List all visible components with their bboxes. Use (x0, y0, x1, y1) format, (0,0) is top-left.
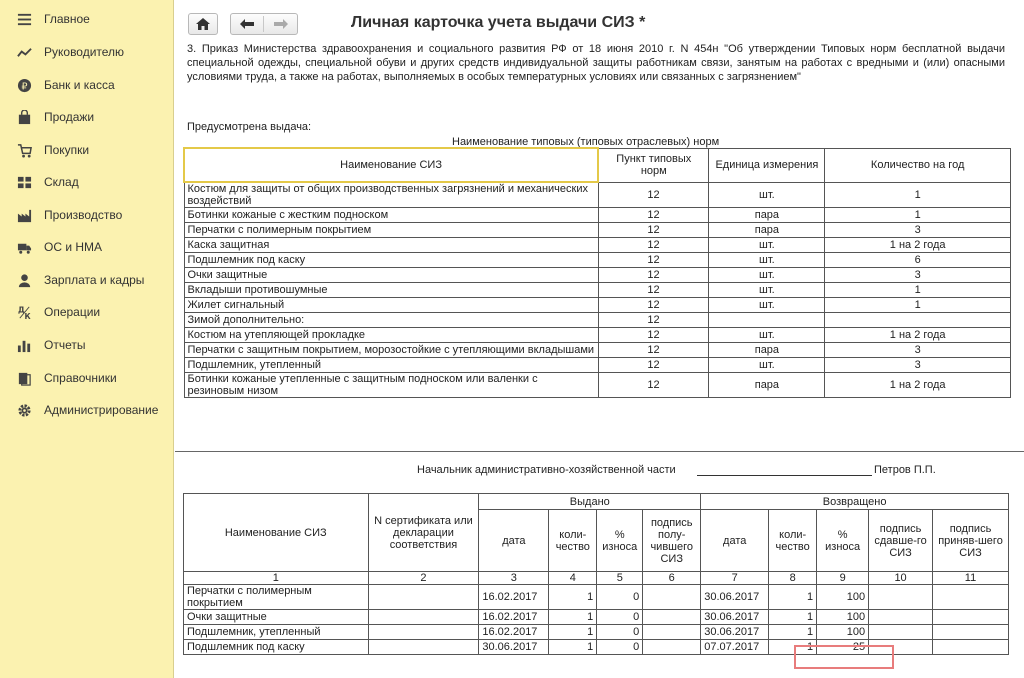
debit-credit-icon (16, 304, 32, 320)
column-number: 2 (368, 572, 479, 585)
sidebar-item-production[interactable] (0, 204, 174, 226)
chief-name: Петров П.П. (874, 464, 936, 476)
menu-lines-icon (16, 11, 32, 27)
table-row[interactable] (184, 223, 1011, 238)
cell-issued-wear[interactable]: 0 (597, 625, 643, 640)
header-issued: Выдано (479, 494, 701, 510)
header-qty-year[interactable]: Количество на год (825, 148, 1011, 182)
cell-qty-year[interactable]: 1 (825, 208, 1011, 223)
cell-qty-year[interactable]: 1 на 2 года (825, 328, 1011, 343)
cell-siz-name[interactable]: Каска защитная (184, 238, 598, 253)
column-number: 1 (184, 572, 369, 585)
header-returned-wear: % износа (817, 510, 869, 572)
table-row[interactable] (184, 283, 1011, 298)
cell-issued-qty[interactable]: 1 (549, 640, 597, 655)
arrow-left-icon (240, 19, 254, 29)
header-returned-date: дата (701, 510, 769, 572)
svg-text:К: К (24, 311, 31, 320)
cell-siz-name[interactable]: Костюм на утепляющей прокладке (184, 328, 598, 343)
cell-norm-point[interactable]: 12 (598, 373, 709, 398)
order-text: 3. Приказ Министерства здравоохранения и социального развития РФ от 18 июня 2010 г. N 454н "Об утверждении Типовых норм бесплатной выдачи специальной одежды, специальной обуви и других средств индивидуальной защиты работникам связи, занятым на работах с вредными и (или) опасными условиями труда, а также на работах, выполняемых в особых температурных условиях или связанных с загрязнением" (187, 43, 1005, 83)
cell-siz-name[interactable]: Костюм для защиты от общих производственных загрязнений и механических воздействий (184, 182, 598, 208)
gear-icon (16, 402, 32, 418)
cell-issued-qty[interactable]: 1 (549, 585, 597, 610)
books-icon (16, 370, 32, 386)
cell-sign-giver[interactable] (869, 625, 933, 640)
sidebar-item-bank[interactable] (0, 74, 174, 96)
header-returned-qty: коли-чество (769, 510, 817, 572)
svg-text:₽: ₽ (21, 80, 27, 92)
sidebar-item-label: Администрирование (44, 403, 159, 417)
header-norm-point[interactable]: Пункт типовых норм (598, 148, 709, 182)
column-number: 8 (769, 572, 817, 585)
cell-unit[interactable]: шт. (709, 358, 825, 373)
cell-sign-taker[interactable] (933, 640, 1009, 655)
cell-returned-qty[interactable]: 1 (769, 625, 817, 640)
sidebar-item-label: Руководителю (44, 45, 125, 59)
issue-table (183, 493, 1009, 655)
column-number: 6 (643, 572, 701, 585)
cell-name[interactable]: Подшлемник под каску (184, 640, 369, 655)
cell-sign-received[interactable] (643, 625, 701, 640)
cell-returned-qty[interactable]: 1 (769, 640, 817, 655)
header-issued-date: дата (479, 510, 549, 572)
cell-unit[interactable]: пара (709, 208, 825, 223)
sidebar-item-reports[interactable] (0, 334, 174, 356)
cell-issued-wear[interactable]: 0 (597, 610, 643, 625)
cell-norm-point[interactable]: 12 (598, 238, 709, 253)
sidebar-item-label: ОС и НМА (44, 240, 103, 254)
provided-label: Предусмотрена выдача: (187, 121, 312, 133)
table-row[interactable] (184, 585, 1009, 610)
cell-qty-year[interactable] (825, 313, 1011, 328)
cell-sign-giver[interactable] (869, 585, 933, 610)
cell-sign-giver[interactable] (869, 610, 933, 625)
table-row[interactable] (184, 253, 1011, 268)
cell-siz-name[interactable]: Очки защитные (184, 268, 598, 283)
cell-siz-name[interactable]: Перчатки с полимерным покрытием (184, 223, 598, 238)
sidebar-item-label: Продажи (44, 110, 95, 124)
sidebar-item-main[interactable] (0, 8, 174, 30)
nav-buttons (230, 13, 298, 35)
cell-issued-date[interactable]: 16.02.2017 (479, 610, 549, 625)
forward-button[interactable] (265, 19, 297, 29)
cell-unit[interactable]: шт. (709, 283, 825, 298)
column-number: 4 (549, 572, 597, 585)
sidebar-item-purchases[interactable] (0, 139, 174, 161)
home-icon (196, 18, 210, 30)
cell-returned-date[interactable]: 07.07.2017 (701, 640, 769, 655)
sidebar-item-warehouse[interactable] (0, 171, 174, 193)
sidebar-item-salary[interactable] (0, 269, 174, 291)
header-issued-qty: коли-чество (549, 510, 597, 572)
cell-qty-year[interactable]: 3 (825, 223, 1011, 238)
cell-returned-qty[interactable]: 1 (769, 585, 817, 610)
table-row[interactable] (184, 208, 1011, 223)
cell-name[interactable]: Перчатки с полимерным покрытием (184, 585, 369, 610)
table-row[interactable] (184, 343, 1011, 358)
cell-norm-point[interactable]: 12 (598, 223, 709, 238)
cell-siz-name[interactable]: Подшлемник под каску (184, 253, 598, 268)
cell-qty-year[interactable]: 1 на 2 года (825, 373, 1011, 398)
svg-text:Д: Д (17, 305, 25, 314)
table-row[interactable] (184, 298, 1011, 313)
section-divider (175, 451, 1024, 452)
cell-qty-year[interactable]: 3 (825, 343, 1011, 358)
cell-norm-point[interactable]: 12 (598, 313, 709, 328)
cell-norm-point[interactable]: 12 (598, 343, 709, 358)
header-unit[interactable]: Единица измерения (709, 148, 825, 182)
shopping-cart-icon (16, 142, 32, 158)
table-row[interactable] (184, 238, 1011, 253)
arrow-right-icon (274, 19, 288, 29)
cell-issued-wear[interactable]: 0 (597, 585, 643, 610)
cell-norm-point[interactable]: 12 (598, 208, 709, 223)
table-row[interactable] (184, 610, 1009, 625)
sidebar-item-assets[interactable] (0, 236, 174, 258)
header-sign-giver: подпись сдавше-го СИЗ (869, 510, 933, 572)
cell-unit[interactable]: пара (709, 343, 825, 358)
cell-qty-year[interactable]: 3 (825, 358, 1011, 373)
cell-siz-name[interactable]: Зимой дополнительно: (184, 313, 598, 328)
cell-returned-date[interactable]: 30.06.2017 (701, 585, 769, 610)
cell-issued-date[interactable]: 16.02.2017 (479, 625, 549, 640)
cell-siz-name[interactable]: Перчатки с защитным покрытием, морозостойкие с утепляющими вкладышами (184, 343, 598, 358)
sidebar-item-label: Операции (44, 305, 101, 319)
truck-icon (16, 239, 32, 255)
back-button[interactable] (231, 19, 263, 29)
cell-returned-qty[interactable]: 1 (769, 610, 817, 625)
cell-qty-year[interactable]: 1 (825, 298, 1011, 313)
column-number: 10 (869, 572, 933, 585)
sidebar-item-operations[interactable] (0, 301, 174, 323)
table-row[interactable] (184, 328, 1011, 343)
cell-returned-wear[interactable]: 25 (817, 640, 869, 655)
cell-norm-point[interactable]: 12 (598, 182, 709, 208)
cell-unit[interactable]: пара (709, 223, 825, 238)
column-number: 3 (479, 572, 549, 585)
header-cert: N сертификата или декларации соответствия (368, 494, 479, 572)
sidebar-item-label: Производство (44, 208, 123, 222)
table-row[interactable] (184, 268, 1011, 283)
page-title: Личная карточка учета выдачи СИЗ * (351, 14, 646, 31)
cell-unit[interactable]: шт. (709, 298, 825, 313)
sidebar-item-label: Банк и касса (44, 78, 115, 92)
cell-issued-qty[interactable]: 1 (549, 625, 597, 640)
cell-sign-taker[interactable] (933, 625, 1009, 640)
sidebar-item-manager[interactable] (0, 41, 174, 63)
cell-cert[interactable] (368, 640, 479, 655)
header-sign-taker: подпись приняв-шего СИЗ (933, 510, 1009, 572)
cell-returned-date[interactable]: 30.06.2017 (701, 610, 769, 625)
cell-unit[interactable]: шт. (709, 268, 825, 283)
column-number: 11 (933, 572, 1009, 585)
cell-name[interactable]: Подшлемник, утепленный (184, 625, 369, 640)
table-row[interactable] (184, 313, 1011, 328)
cell-siz-name[interactable]: Вкладыши противошумные (184, 283, 598, 298)
highlight-box (794, 645, 894, 669)
cell-norm-point[interactable]: 12 (598, 358, 709, 373)
trend-chart-icon (16, 44, 32, 60)
header-issued-wear: % износа (597, 510, 643, 572)
cell-returned-wear[interactable]: 100 (817, 610, 869, 625)
cell-unit[interactable]: шт. (709, 253, 825, 268)
sidebar-item-admin[interactable] (0, 399, 174, 421)
norms-table (183, 147, 1011, 398)
sidebar-item-references[interactable] (0, 367, 174, 389)
table-row[interactable] (184, 182, 1011, 208)
sidebar-item-label: Склад (44, 175, 79, 189)
cell-norm-point[interactable]: 12 (598, 328, 709, 343)
cell-cert[interactable] (368, 585, 479, 610)
cell-sign-received[interactable] (643, 585, 701, 610)
table-row[interactable] (184, 358, 1011, 373)
main-content (175, 0, 1024, 678)
cell-sign-taker[interactable] (933, 610, 1009, 625)
column-number-row (184, 572, 1009, 585)
cell-issued-date[interactable]: 16.02.2017 (479, 585, 549, 610)
cell-returned-wear[interactable]: 100 (817, 585, 869, 610)
sidebar (0, 0, 174, 678)
table-row[interactable] (184, 625, 1009, 640)
sidebar-item-sales[interactable] (0, 106, 174, 128)
sidebar-item-label: Отчеты (44, 338, 86, 352)
column-number: 7 (701, 572, 769, 585)
sidebar-item-label: Зарплата и кадры (44, 273, 145, 287)
cell-qty-year[interactable]: 6 (825, 253, 1011, 268)
header-name: Наименование СИЗ (184, 494, 369, 572)
cell-norm-point[interactable]: 12 (598, 298, 709, 313)
header-siz-name[interactable]: Наименование СИЗ (184, 148, 598, 182)
cell-qty-year[interactable]: 1 (825, 283, 1011, 298)
cell-issued-qty[interactable]: 1 (549, 610, 597, 625)
ruble-coin-icon (16, 77, 32, 93)
factory-icon (16, 207, 32, 223)
cell-sign-received[interactable] (643, 610, 701, 625)
cell-qty-year[interactable]: 1 (825, 182, 1011, 208)
table-row[interactable] (184, 373, 1011, 398)
cell-sign-taker[interactable] (933, 585, 1009, 610)
warehouse-grid-icon (16, 174, 32, 190)
header-returned: Возвращено (701, 494, 1009, 510)
cell-cert[interactable] (368, 610, 479, 625)
sidebar-item-label: Главное (44, 12, 90, 26)
bar-chart-icon (16, 337, 32, 353)
header-sign-received: подпись полу-чившего СИЗ (643, 510, 701, 572)
cell-norm-point[interactable]: 12 (598, 283, 709, 298)
cell-norm-point[interactable]: 12 (598, 268, 709, 283)
sidebar-item-label: Справочники (44, 371, 117, 385)
person-icon (16, 272, 32, 288)
norms-caption: Наименование типовых (типовых отраслевых) норм (452, 136, 720, 148)
shopping-bag-icon (16, 109, 32, 125)
cell-siz-name[interactable]: Подшлемник, утепленный (184, 358, 598, 373)
cell-siz-name[interactable]: Жилет сигнальный (184, 298, 598, 313)
home-button[interactable] (188, 13, 218, 35)
chief-label: Начальник административно-хозяйственной части (417, 464, 676, 476)
column-number: 9 (817, 572, 869, 585)
cell-issued-date[interactable]: 30.06.2017 (479, 640, 549, 655)
cell-returned-wear[interactable]: 100 (817, 625, 869, 640)
cell-unit[interactable]: пара (709, 373, 825, 398)
cell-unit[interactable] (709, 313, 825, 328)
cell-siz-name[interactable]: Ботинки кожаные с жестким подноском (184, 208, 598, 223)
signature-line (697, 475, 872, 476)
sidebar-item-label: Покупки (44, 143, 90, 157)
cell-norm-point[interactable]: 12 (598, 253, 709, 268)
cell-cert[interactable] (368, 625, 479, 640)
cell-sign-received[interactable] (643, 640, 701, 655)
cell-issued-wear[interactable]: 0 (597, 640, 643, 655)
cell-name[interactable]: Очки защитные (184, 610, 369, 625)
cell-returned-date[interactable]: 30.06.2017 (701, 625, 769, 640)
cell-unit[interactable]: шт. (709, 238, 825, 253)
column-number: 5 (597, 572, 643, 585)
cell-unit[interactable]: шт. (709, 328, 825, 343)
cell-siz-name[interactable]: Ботинки кожаные утепленные с защитным подноском или валенки с резиновым низом (184, 373, 598, 398)
cell-qty-year[interactable]: 1 на 2 года (825, 238, 1011, 253)
cell-unit[interactable]: шт. (709, 182, 825, 208)
cell-qty-year[interactable]: 3 (825, 268, 1011, 283)
